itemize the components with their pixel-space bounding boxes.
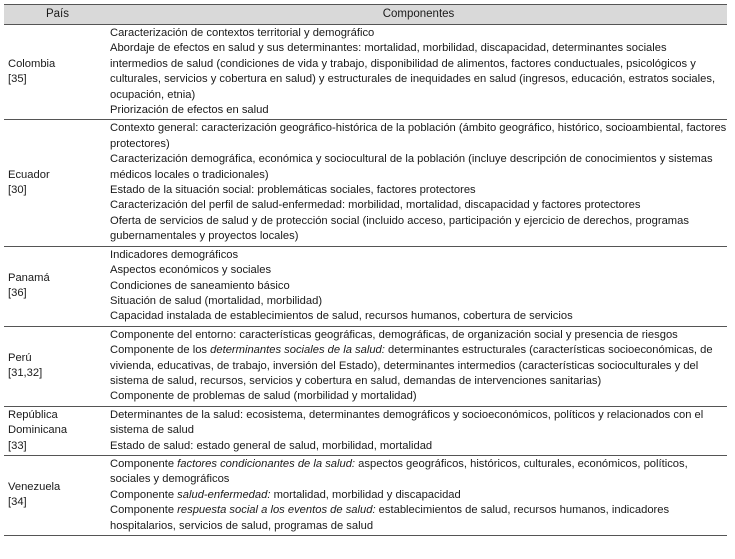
country-cell [4,407,107,455]
table-row [4,327,727,407]
components-cell [107,407,727,455]
component-italic-term: salud-enfermedad: [177,488,271,501]
component-italic-term: determinantes sociales de la salud: [210,344,385,357]
component-item [110,309,727,324]
component-text: Determinantes de la salud: ecosistema, determinantes demográficos y socioeconómicos, políticos y relacionados con el sistema de salud [110,408,704,437]
component-text: determinantes estructurales (características socioeconómicas, de vivienda, educativas, de trabajo, inversión del Estado), determinantes intermedios (características socioculturales y del sistema de salud, recursos, servicios y cobertura en salud, demandas de intervenciones sanitarias) [110,344,713,387]
component-text: Estado de la situación social: problemáticas sociales, factores protectores [110,184,476,197]
component-text: Componente [110,457,178,470]
component-item [110,294,727,309]
country-label: Panamá [36] [8,271,50,300]
component-text: mortalidad, morbilidad y discapacidad [270,488,461,501]
component-item [110,198,727,213]
country-label: Ecuador [30] [8,168,50,197]
component-item [110,26,727,41]
country-cell [4,456,107,535]
component-item [110,121,727,152]
component-text: Aspectos económicos y sociales [110,264,272,277]
components-cell [107,247,727,326]
table-row [4,120,727,246]
component-text: Condiciones de saneamiento básico [110,279,290,292]
table-row [4,407,727,456]
component-text: Componente de problemas de salud (morbilidad y mortalidad) [110,390,417,403]
components-cell [107,327,727,406]
table-row [4,25,727,120]
table-row [4,247,727,327]
component-text: Componente [110,488,178,501]
component-item [110,183,727,198]
components-cell [107,120,727,245]
component-item [110,503,727,534]
component-item [110,214,727,245]
component-item [110,248,727,263]
component-item [110,408,727,439]
country-label: Colombia [35] [8,57,56,86]
header-country: País [45,8,69,20]
component-italic-term: factores condicionantes de la salud: [177,457,356,470]
component-text: Caracterización demográfica, económica y sociocultural de la población (incluye descripción de conocimientos y sistemas médicos locales o tradicionales) [110,153,713,181]
component-text: Priorización de efectos en salud [110,104,269,117]
component-text: Componente de los [110,344,211,357]
components-cell [107,456,727,535]
components-cell [107,25,727,119]
component-text: Componente [110,504,178,517]
country-cell [4,327,107,406]
component-text: Abordaje de efectos en salud y sus determinantes: mortalidad, morbilidad, discapacidad, determinantes sociales intermedios de salud (condiciones de vida y trabajo, disponibilidad de alimentos, factores conductuales, psicológicos y culturales, servicios y cobertura en salud) y estructurales de inequidades en salud (ingresos, educación, estratos sociales, ocupación, etnia) [110,42,716,101]
component-text: Indicadores demográficos [110,248,239,261]
component-item [110,328,727,343]
component-text: Oferta de servicios de salud y de protección social (incluido acceso, participación y ejercicio de derechos, programas gubernamentales y proyectos locales) [110,214,689,243]
country-label: Venezuela [34] [8,481,61,509]
component-text: aspectos geográficos, históricos, culturales, económicos, políticos, sociales y demográficos [110,457,688,486]
component-text: Caracterización del perfil de salud-enfermedad: morbilidad, mortalidad, discapacidad y factores protectores [110,199,641,212]
table-header [4,4,727,25]
country-cell [4,25,107,119]
country-label: República Dominicana [33] [8,408,68,452]
country-cell [4,247,107,326]
component-text: Capacidad instalada de establecimientos de salud, recursos humanos, cobertura de servicios [110,310,573,323]
component-text: establecimientos de salud, recursos humanos, indicadores hospitalarios, servicios de salud, programas de salud [110,504,670,532]
country-cell [4,120,107,245]
country-label: Perú [31,32] [8,351,43,380]
component-item [110,343,727,389]
component-text: Estado de salud: estado general de salud, morbilidad, mortalidad [110,439,433,452]
component-item [110,457,727,488]
component-item [110,439,727,454]
component-item [110,263,727,278]
component-item [110,103,727,118]
header-components: Componentes [382,8,455,20]
component-text: Caracterización de contextos territorial y demográfico [110,27,375,39]
table-row [4,456,727,536]
component-text: Situación de salud (mortalidad, morbilidad) [110,294,323,307]
component-text: Componente del entorno: características geográficas, demográficas, de organización social y presencia de riesgos [110,328,678,341]
component-item [110,152,727,183]
component-italic-term: respuesta social a los eventos de salud: [177,504,376,517]
component-item [110,279,727,294]
component-item [110,389,727,404]
components-table [4,4,727,536]
table-body [4,25,727,536]
component-item [110,41,727,103]
component-text: Contexto general: caracterización geográfico-histórica de la población (ámbito geográfico, histórico, socioambiental, factores protectores) [110,122,727,150]
component-item [110,488,727,503]
